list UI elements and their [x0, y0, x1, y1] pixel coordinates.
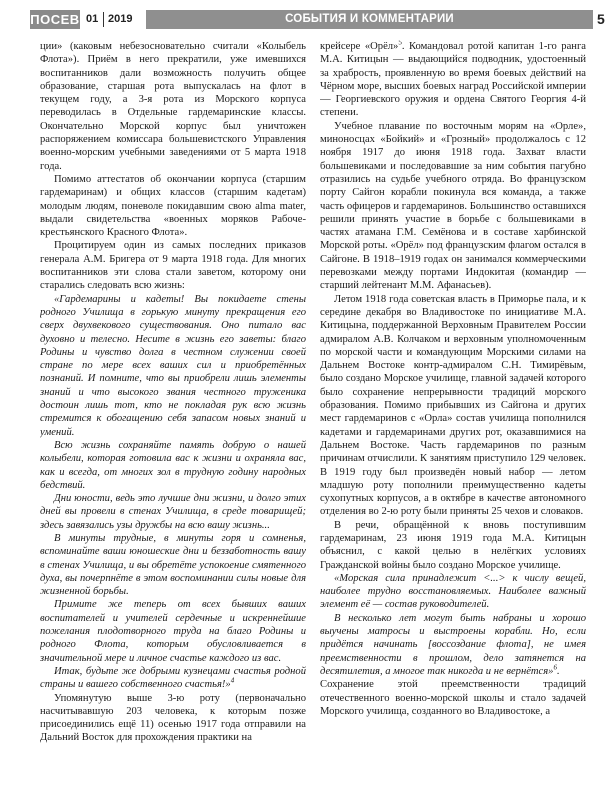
quote-paragraph — [40, 532, 306, 598]
body-paragraph — [40, 239, 306, 292]
footnote-ref: 5 — [398, 40, 402, 47]
body-paragraph — [320, 40, 586, 120]
paragraph-text: Итак, будьте же добрыми кузнецами счастья родной страны и вашего собственного счастья!» — [40, 665, 306, 691]
page-header — [0, 0, 615, 36]
quote-paragraph — [320, 612, 586, 678]
page-number: 5 — [597, 11, 605, 27]
paragraph-text: Сохранение этой преемственности традиций отечественного военно-морской школы и стало задачей Морского училища, созданного во Владивостоке, а — [320, 679, 586, 717]
footnote-ref: 4 — [230, 676, 235, 685]
body-paragraph — [40, 692, 306, 745]
paragraph-text: Примите же теперь от всех бывших ваших воспитателей и учителей сердечные и искреннейшие пожелания плодотворного труда на благо Родины и родного Флота, которым обусловливается в значительной мере и личное счастье каждого из вас. — [40, 599, 306, 664]
quote-paragraph — [40, 293, 306, 439]
body-paragraph — [320, 678, 586, 718]
paragraph-text: . Командовал ротой капитан 1-го ранга М.А. Китицын — выдающийся подводник, удостоенный за храбрость, проявленную во время боевых действий на Чёрном море, высших боевых наград Российской империи — Георгиевского оружия и ордена Святого Георгия 4-й степени. — [320, 41, 586, 119]
quote-paragraph — [40, 598, 306, 664]
left-column — [40, 40, 306, 792]
footnote-ref: 6 — [553, 663, 557, 672]
paragraph-text: В несколько лет могут быть набраны и хорошо выучены матросы и выстроены корабли. Но, если придётся начинать [воссоздание флота], не имея преемственности в прошлом, дело затянется на десятилетия, а многое так никогда и не вернётся» — [320, 612, 586, 677]
paragraph-text: Упомянутую выше 3-ю роту (первоначально насчитывавшую 203 человека, к которым позже присоединились ещё 11) осенью 1917 года отправили на Дальний Восток для прохождения практики на — [40, 692, 306, 744]
paragraph-text: Дни юности, ведь это лучшие дни жизни, и долго этих дней вы провели в стенах Училища, в среде товарищей; здесь завязались узы дружбы на всю вашу жизнь... — [40, 493, 306, 531]
paragraph-text: Учебное плавание по восточным морям на «Орле», миноносцах «Бойкий» и «Грозный» продолжалось с 12 ноября 1917 до июня 1918 года. Захват власти большевиками и последовавшие за ним события пагубно отразились на судьбе учебного отряда. Во французском порту Сайгон корабли покинула вся команда, а также часть офицеров и гардемаринов. Большинство оставшихся решили принять участие в борьбе с большевиками в частях атамана Г.М. Семёнова и в составе харбинской Морской роты. «Орёл» под французским флагом остался в Сайгоне. В 1918–1919 годах он занимался коммерческими перевозками между портами Индокитая (командир — старший лейтенант М.М. Афанасьев). — [320, 120, 586, 292]
paragraph-text: крейсере «Орёл» — [320, 41, 399, 52]
section-bar — [146, 10, 593, 29]
paragraph-text: «Морская сила принадлежит <...> к числу вещей, наиболее трудно восстановляемых. Наиболее важный элемент её — состав руководителей. — [320, 572, 586, 611]
quote-paragraph — [320, 572, 586, 612]
issue-number: 01 — [86, 13, 99, 25]
issue-year: 2019 — [108, 13, 133, 25]
paragraph-text: . — [556, 665, 560, 677]
body-paragraph — [40, 173, 306, 239]
header-divider — [103, 12, 104, 27]
paragraph-text: Помимо аттестатов об окончании корпуса (старшим гардемаринам) и общих классов (старшим кадетам) молодым людям, поневоле покидавшим свою alma mater, выдали свидетельства «военных моряков Рабоче-крестьянского Красного Флота». — [40, 173, 306, 239]
magazine-logo: ПОСЕВ — [30, 12, 80, 27]
body-paragraph — [40, 40, 306, 173]
paragraph-text: В минуты трудные, в минуты горя и сомненья, вспоминайте ваши юношеские дни и беззаботность вашу в стенах Училища, и вы обретёте успокоение смятенного духа, вы почерпнёте в этом воспоминании силы новые для жизненной борьбы. — [40, 532, 306, 598]
paragraph-text: Процитируем один из самых последних приказов генерала А.М. Бригера от 9 марта 1918 года. Для многих воспитанников эти слова стали заветом, которому они старались следовать всю жизнь: — [40, 240, 306, 292]
quote-paragraph — [40, 492, 306, 532]
paragraph-text: Летом 1918 года советская власть в Приморье пала, и к середине декабря во Владивостоке по инициативе М.А. Китицына, поддержанной Верховным Правителем России адмиралом А.В. Колчаком и верховным уполномоченным по морской части и командующим Морскими силами на Дальнем Востоке контр-адмиралом С.Н. Тимирёвым, было создано Морское училище, главной задачей которого было сохранение непрерывности традиций морского образования. Помимо прибывших из Сайгона и других мест гардемаринов с «Орла» состав училища пополнился кадетами и гардемаринами других рот, оказавшимися на Дальнем Востоке. Часть гардемаринов по разным причинам отчислили. К занятиям приступило 129 человек. В 1919 году был произведён новый набор — летом младшую роту пополнили преимущественно кадеты сухопутных корпусов, а в октябре в качестве автономного отделения во 2-ю роту были приняты 25 чехов и словаков. — [320, 293, 586, 518]
body-paragraph — [320, 293, 586, 519]
body-paragraph — [320, 519, 586, 572]
section-title: СОБЫТИЯ И КОММЕНТАРИИ — [285, 13, 454, 25]
body-paragraph — [320, 120, 586, 293]
paragraph-text: «Гардемарины и кадеты! Вы покидаете стены родного Училища в горькую минуту прекращения его сверх двухвекового существования. Оно питало вас духовно и телесно. Несите в жизнь его заветы: благо Родины и чувство долга в честном служении своей стране по мере всех ваших сил и приобретённых познаний. И помните, что вы приобрели лишь элементы знаний и что высокого звания честного труженика достоин лишь тот, кто не покладая рук всю жизнь стремится к обогащению себя запасом новых знаний и умений. — [40, 293, 306, 438]
right-column — [320, 40, 586, 792]
quote-paragraph — [40, 439, 306, 492]
paragraph-text: Всю жизнь сохраняйте память добрую о нашей колыбели, которая готовила вас к жизни и охраняла вас, как и всегда, от многих зол в трудную годину народных бедствий. — [40, 439, 306, 491]
paragraph-text: ции» (каковым небезосновательно считали «Колыбель Флота»). Приём в него прекратили, уже имевшихся воспитанников дали возможность получить общее образование, старшая рота выпускалась на флот в текущем году, а 3-я рота из Морского корпуса переводилась в Отдельные гардемаринские классы. Окончательно Морской корпус был уничтожен распоряжением комиссара большевистского Управления военно-морским учебными заведениями от 5 марта 1918 года. — [40, 41, 306, 172]
paragraph-text: В речи, обращённой к вновь поступившим гардемаринам, 23 июня 1919 года М.А. Китицын объяснил, с какой целью в нелёгких условиях Гражданской войны было создано Морское училище. — [320, 519, 586, 571]
quote-paragraph — [40, 665, 306, 692]
